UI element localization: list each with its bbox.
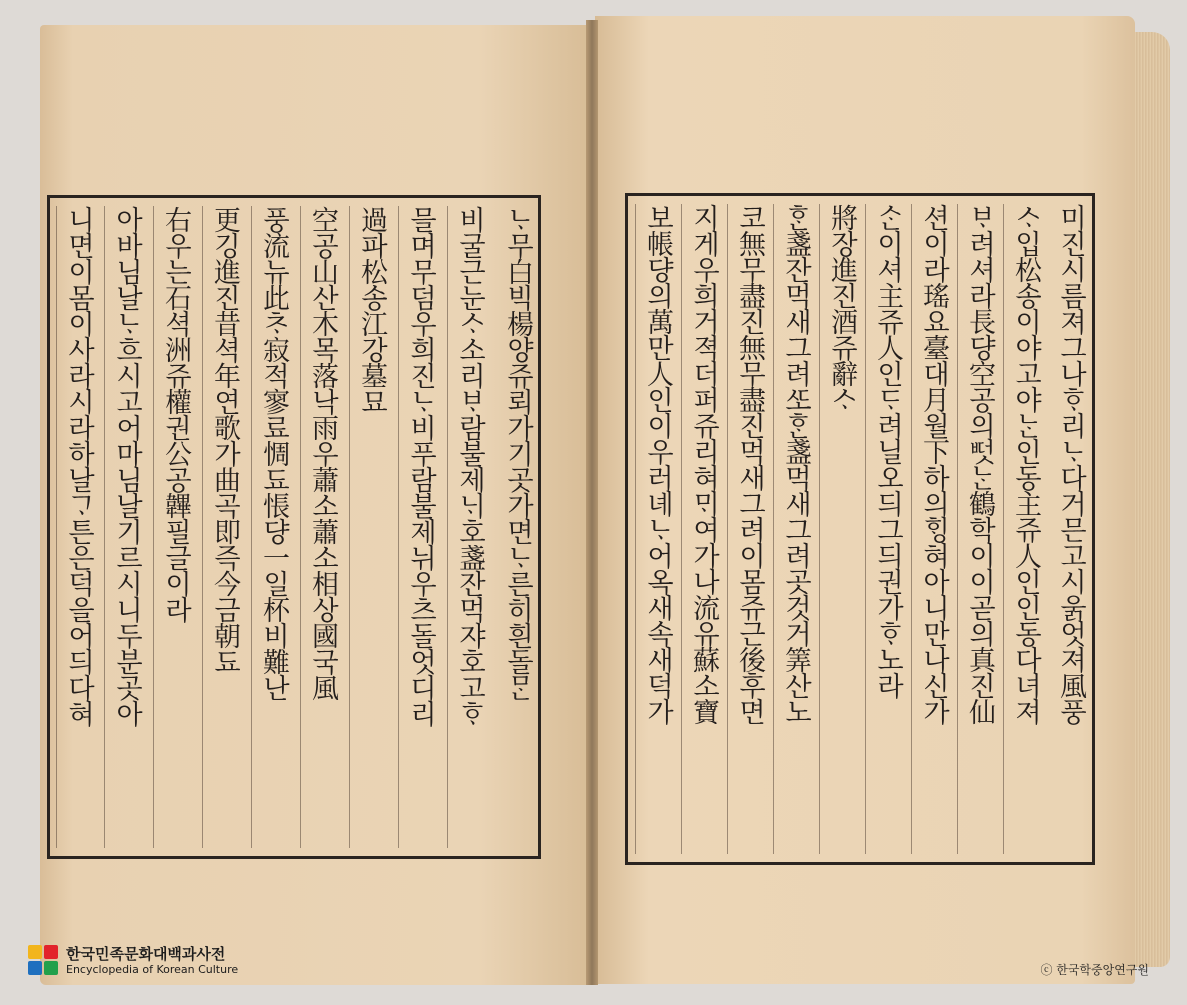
text-column: ᄂᆞ무白빅楊양쥬뢰가기곳가면ᄂᆞ른히흰돌ᄆᆞᆫ [502, 206, 533, 700]
text-column: 更깅進진昔셕年연歌가曲곡即즉今금朝됴 [202, 206, 245, 848]
text-column: 보帳댱의萬만人인이우러녜ᄂᆞ어옥새속새덕가 [635, 204, 678, 854]
text-column: 미진시름져그나ᄒᆞ리ᄂᆞ다거믄고시욹엇져風풍 [1055, 204, 1086, 724]
text-column: 니면이몸이사라시라하날ᄀᆞ튼은덕을어듸다혀 [56, 206, 99, 848]
text-column: ᄉᆞᆫ이셔主쥬人인ᄃᆞ려닐오듸그듸권가ᄒᆞ노라 [865, 204, 908, 854]
text-column: ᄇᆞ려셔라長댱空공의ᄠᅥᆺᄂᆞᆫ鶴학이이곧의真진仙 [957, 204, 1000, 854]
left-text-block [47, 195, 541, 859]
text-column: 믈며무덤우희진ᄂᆞ비푸람불제뉘우츠돌엇디리 [398, 206, 441, 848]
section-heading-column: 過파松송江강墓묘 [349, 206, 392, 848]
text-column: 지게우희거젹더퍼쥬리혀ᄆᆡ여가나流유蘇소寶 [681, 204, 724, 854]
copyright-notice: ⓒ 한국학중앙연구원 [1040, 963, 1149, 977]
section-heading-column: 將장進진酒쥬辭ᄉᆞ [819, 204, 862, 854]
encyclopedia-logo-icon [28, 945, 60, 977]
attribution-column: 右우는石셕洲쥬權권公공韠필글이라 [153, 206, 196, 848]
text-column: 아바님날ᄂᆞ흐시고어마님날기르시니두분곳아 [104, 206, 147, 848]
publisher-name-english: Encyclopedia of Korean Culture [66, 963, 239, 976]
text-column: ᄒᆞᆫ盞잔먹새그려ᄯᅩᄒᆞᆫ盞먹새그려곳것거筭산노 [773, 204, 816, 854]
publisher-branding [28, 945, 238, 977]
text-column: 션이라瑤요臺대月월下하의ᄒᆡᆼ혀아니만나신가 [911, 204, 954, 854]
right-text-block [625, 193, 1095, 865]
publisher-name [66, 946, 238, 976]
publisher-name-korean: 한국민족문화대백과사전 [66, 945, 226, 963]
text-column: 비굴근눈ᄉᆞ소리ᄇᆞ람불제ᄂᆡ호盞잔먹쟈호고ᄒᆞ [447, 206, 490, 848]
text-column: 空공山산木목落낙雨우蕭소蕭소相상國국風 [300, 206, 343, 848]
text-column: ᄉᆞ입松송이야고야ᄂᆞᆫ인동主쥬人인인동다녀져 [1003, 204, 1046, 854]
text-column: 코無무盡진無무盡진먹새그려이몸쥬근後후면 [727, 204, 770, 854]
text-column: 풍流뉴此ᄎᆞ寂적寥료惆됴悵댱一일杯비難난 [251, 206, 294, 848]
book-spine [586, 20, 598, 985]
